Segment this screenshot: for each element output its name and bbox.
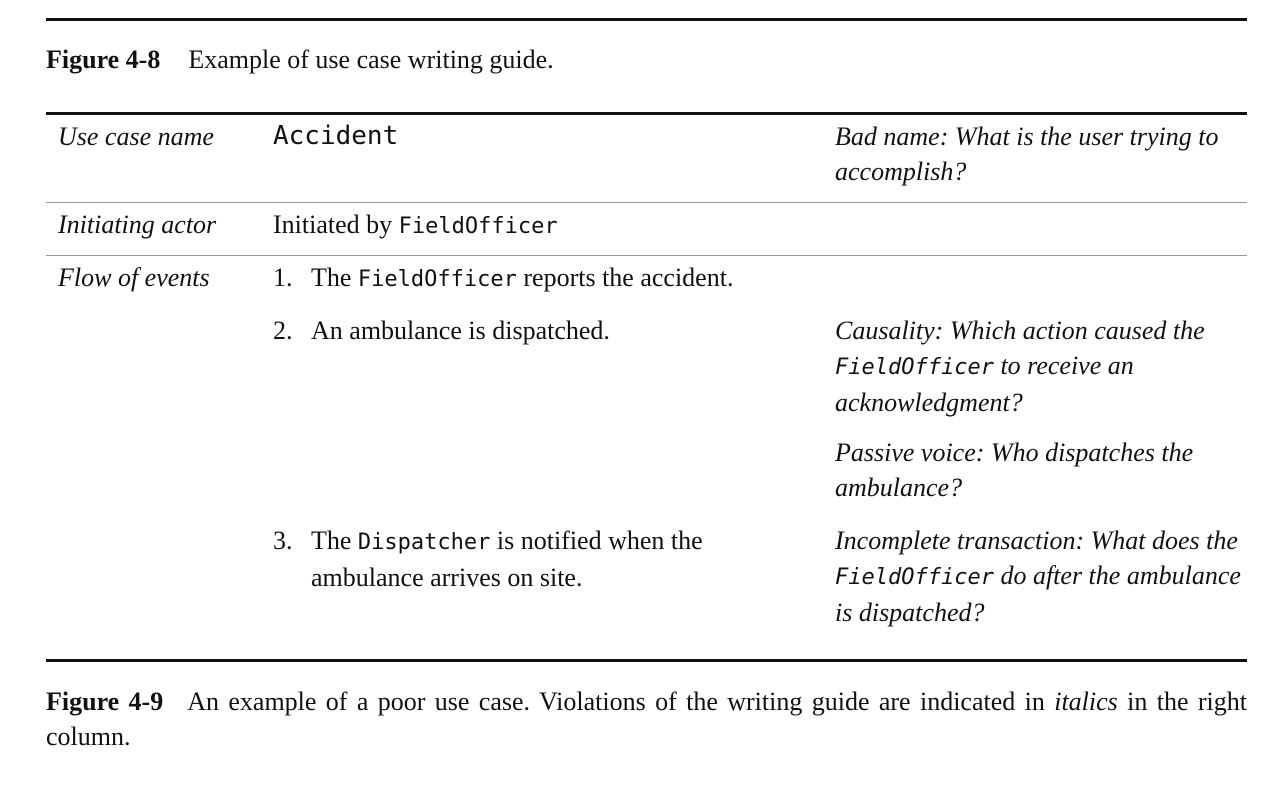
comment-text: Incomplete transaction: What does the [835,526,1238,555]
passive-voice-comment: Passive voice: Who dispatches the ambulance? [835,438,1194,502]
figure-text: Example of use case writing guide. [188,45,554,74]
step-text: reports the accident. [516,263,734,292]
caption-label: Figure 4-9 [46,687,164,716]
table-top-rule [46,112,1247,115]
step-text: The [311,526,358,555]
incomplete-transaction-comment [835,523,1247,630]
step-code: FieldOfficer [357,267,517,292]
step-code: Dispatcher [357,530,491,555]
comment-text: to receive an acknowledgment? [835,351,1134,417]
row-divider [46,202,1247,203]
step-text: The [311,263,358,292]
step-number: 2. [273,316,293,345]
comment-text: do after the ambulance is dispatched? [835,561,1241,627]
comment-code: FieldOfficer [835,355,994,380]
step-number: 3. [273,526,293,555]
initiating-actor-label: Initiating actor [58,210,217,239]
step-1-text [311,260,811,297]
use-case-name-label: Use case name [58,122,214,151]
step-number: 1. [273,263,293,292]
flow-of-events-label: Flow of events [58,263,210,292]
step-3-text [311,523,781,595]
use-case-name-comment: Bad name: What is the user trying to accomplish? [835,122,1219,186]
caption-text: An example of a poor use case. Violations of the writing guide are indicated in [187,687,1055,716]
initiated-by-text: Initiated by [273,210,399,239]
causality-comment [835,313,1247,420]
actor-name: FieldOfficer [398,214,558,239]
step-text: is notified when the ambulance arrives on site. [311,526,703,592]
top-rule [46,18,1247,21]
initiating-actor-value [273,207,558,244]
figure-4-8-title [46,43,554,77]
comment-text: Causality: Which action caused the [835,316,1205,345]
step-2-text: An ambulance is dispatched. [311,316,610,345]
use-case-name-value: Accident [273,121,399,151]
row-divider [46,255,1247,256]
figure-4-9-caption [46,684,1247,754]
comment-code: FieldOfficer [835,565,994,590]
table-bottom-rule [46,659,1247,662]
caption-italic-text: italics [1054,687,1118,716]
caption-text: in the right column. [46,687,1248,751]
figure-label: Figure 4-8 [46,45,161,74]
